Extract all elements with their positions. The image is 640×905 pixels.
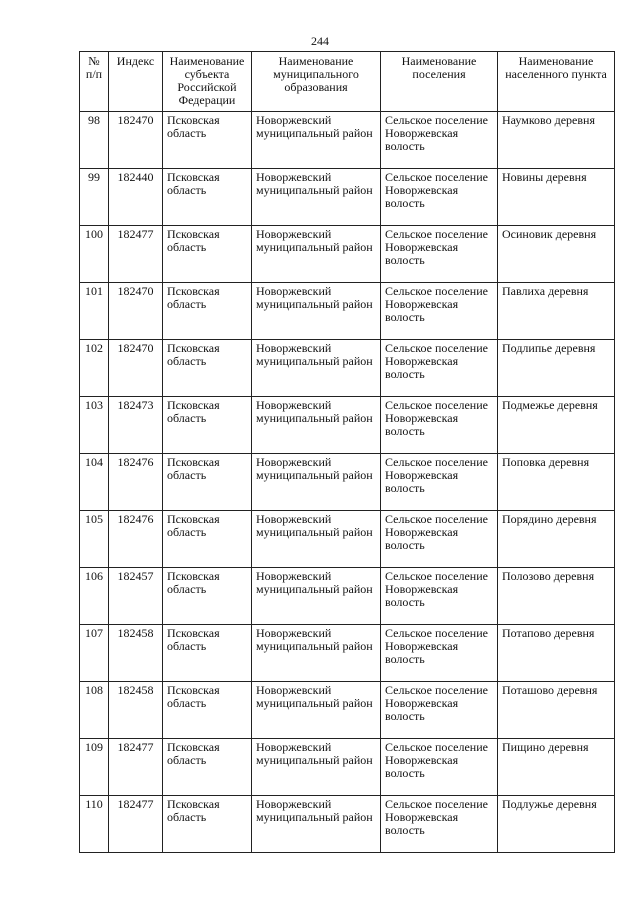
- column-header-municipality: Наименование муниципального образования: [252, 52, 381, 112]
- cell-settlement: Сельское поселение Новоржевская волость: [381, 739, 498, 796]
- cell-settlement: Сельское поселение Новоржевская волость: [381, 682, 498, 739]
- cell-num: 102: [80, 340, 109, 397]
- cell-settlement: Сельское поселение Новоржевская волость: [381, 796, 498, 853]
- cell-municipality: Новоржевский муниципальный район: [252, 511, 381, 568]
- column-header-subject: Наименование субъекта Российской Федерации: [163, 52, 252, 112]
- cell-subject: Псковская область: [163, 112, 252, 169]
- cell-settlement: Сельское поселение Новоржевская волость: [381, 511, 498, 568]
- cell-subject: Псковская область: [163, 340, 252, 397]
- cell-index: 182470: [109, 112, 163, 169]
- table-row: [80, 340, 615, 397]
- table-header-row: [80, 52, 615, 112]
- table-row: [80, 682, 615, 739]
- table-row: [80, 625, 615, 682]
- cell-locality: Павлиха деревня: [498, 283, 615, 340]
- cell-settlement: Сельское поселение Новоржевская волость: [381, 226, 498, 283]
- cell-settlement: Сельское поселение Новоржевская волость: [381, 397, 498, 454]
- cell-locality: Пищино деревня: [498, 739, 615, 796]
- table-row: [80, 568, 615, 625]
- table-row: [80, 226, 615, 283]
- locality-table: [79, 51, 615, 853]
- cell-subject: Псковская область: [163, 397, 252, 454]
- cell-subject: Псковская область: [163, 739, 252, 796]
- cell-settlement: Сельское поселение Новоржевская волость: [381, 454, 498, 511]
- cell-num: 103: [80, 397, 109, 454]
- cell-subject: Псковская область: [163, 796, 252, 853]
- cell-subject: Псковская область: [163, 511, 252, 568]
- cell-locality: Поташово деревня: [498, 682, 615, 739]
- cell-index: 182477: [109, 739, 163, 796]
- page-number: 244: [311, 34, 329, 48]
- column-header-settlement: Наименование поселения: [381, 52, 498, 112]
- cell-index: 182476: [109, 454, 163, 511]
- cell-locality: Порядино деревня: [498, 511, 615, 568]
- cell-subject: Псковская область: [163, 625, 252, 682]
- cell-subject: Псковская область: [163, 568, 252, 625]
- table-row: [80, 283, 615, 340]
- cell-subject: Псковская область: [163, 682, 252, 739]
- cell-settlement: Сельское поселение Новоржевская волость: [381, 169, 498, 226]
- cell-num: 110: [80, 796, 109, 853]
- cell-settlement: Сельское поселение Новоржевская волость: [381, 340, 498, 397]
- cell-index: 182440: [109, 169, 163, 226]
- cell-locality: Потапово деревня: [498, 625, 615, 682]
- table-row: [80, 397, 615, 454]
- table-row: [80, 454, 615, 511]
- cell-subject: Псковская область: [163, 226, 252, 283]
- cell-index: 182477: [109, 226, 163, 283]
- cell-locality: Подлужье деревня: [498, 796, 615, 853]
- cell-municipality: Новоржевский муниципальный район: [252, 739, 381, 796]
- cell-municipality: Новоржевский муниципальный район: [252, 283, 381, 340]
- cell-num: 100: [80, 226, 109, 283]
- cell-num: 107: [80, 625, 109, 682]
- cell-locality: Подмежье деревня: [498, 397, 615, 454]
- cell-municipality: Новоржевский муниципальный район: [252, 169, 381, 226]
- cell-settlement: Сельское поселение Новоржевская волость: [381, 625, 498, 682]
- table-row: [80, 169, 615, 226]
- cell-index: 182458: [109, 625, 163, 682]
- cell-municipality: Новоржевский муниципальный район: [252, 454, 381, 511]
- cell-num: 108: [80, 682, 109, 739]
- cell-municipality: Новоржевский муниципальный район: [252, 226, 381, 283]
- cell-locality: Подлипье деревня: [498, 340, 615, 397]
- column-header-index: Индекс: [109, 52, 163, 112]
- cell-index: 182470: [109, 283, 163, 340]
- cell-num: 105: [80, 511, 109, 568]
- column-header-locality: Наименование населенного пункта: [498, 52, 615, 112]
- cell-settlement: Сельское поселение Новоржевская волость: [381, 568, 498, 625]
- cell-municipality: Новоржевский муниципальный район: [252, 397, 381, 454]
- cell-municipality: Новоржевский муниципальный район: [252, 796, 381, 853]
- cell-index: 182476: [109, 511, 163, 568]
- cell-municipality: Новоржевский муниципальный район: [252, 340, 381, 397]
- cell-num: 109: [80, 739, 109, 796]
- cell-index: 182477: [109, 796, 163, 853]
- cell-index: 182473: [109, 397, 163, 454]
- cell-subject: Псковская область: [163, 283, 252, 340]
- cell-num: 101: [80, 283, 109, 340]
- cell-locality: Полозово деревня: [498, 568, 615, 625]
- cell-subject: Псковская область: [163, 454, 252, 511]
- cell-locality: Наумково деревня: [498, 112, 615, 169]
- cell-num: 106: [80, 568, 109, 625]
- cell-index: 182470: [109, 340, 163, 397]
- cell-settlement: Сельское поселение Новоржевская волость: [381, 283, 498, 340]
- column-header-num: № п/п: [80, 52, 109, 112]
- cell-municipality: Новоржевский муниципальный район: [252, 682, 381, 739]
- cell-locality: Поповка деревня: [498, 454, 615, 511]
- cell-locality: Новины деревня: [498, 169, 615, 226]
- cell-municipality: Новоржевский муниципальный район: [252, 112, 381, 169]
- cell-municipality: Новоржевский муниципальный район: [252, 625, 381, 682]
- cell-num: 104: [80, 454, 109, 511]
- cell-index: 182458: [109, 682, 163, 739]
- cell-num: 99: [80, 169, 109, 226]
- table-row: [80, 511, 615, 568]
- table-row: [80, 112, 615, 169]
- cell-subject: Псковская область: [163, 169, 252, 226]
- table-row: [80, 739, 615, 796]
- cell-municipality: Новоржевский муниципальный район: [252, 568, 381, 625]
- cell-locality: Осиновик деревня: [498, 226, 615, 283]
- cell-num: 98: [80, 112, 109, 169]
- table-row: [80, 796, 615, 853]
- cell-settlement: Сельское поселение Новоржевская волость: [381, 112, 498, 169]
- cell-index: 182457: [109, 568, 163, 625]
- table-body: [80, 112, 615, 853]
